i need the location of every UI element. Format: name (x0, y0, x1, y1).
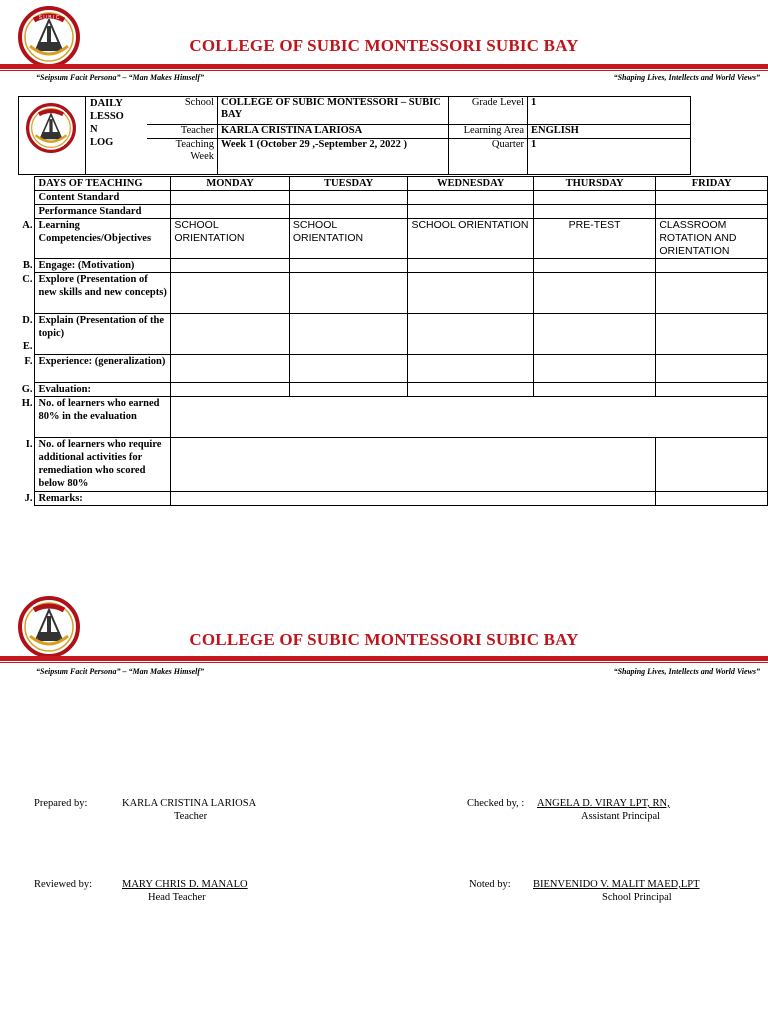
reviewed-by-title: Head Teacher (148, 892, 206, 903)
prepared-by-title: Teacher (174, 811, 208, 822)
grade-value: 1 (528, 97, 691, 125)
row-letter-d: D. (22, 314, 33, 326)
motto-right-page-2: “Shaping Lives, Intellects and World Views” (613, 667, 760, 676)
header-red-bar (0, 64, 768, 69)
day-tuesday: TUESDAY (289, 177, 408, 191)
day-wednesday: WEDNESDAY (408, 177, 533, 191)
row-label-experience: Experience: (generalization) (35, 355, 171, 383)
row-letter-c: C. (22, 273, 33, 285)
cell-thursday-objective: PRE-TEST (533, 219, 655, 259)
quarter-label: Quarter (449, 139, 528, 175)
performance-standard-label: Performance Standard (35, 205, 171, 219)
cell-tuesday-objective: SCHOOL ORIENTATION (289, 219, 408, 259)
teacher-value: KARLA CRISTINA LARIOSA (218, 125, 449, 139)
lesson-info-table (18, 96, 691, 175)
row-letter-h: H. (21, 397, 33, 409)
row-label-learners-80: No. of learners who earned 80% in the evaluation (35, 397, 171, 438)
row-label-explore: Explore (Presentation of new skills and new concepts) (35, 273, 171, 314)
reviewed-by-name: MARY CHRIS D. MANALO (122, 879, 248, 890)
college-title: COLLEGE OF SUBIC MONTESSORI SUBIC BAY (189, 36, 579, 55)
week-label: Teaching Week (147, 139, 218, 175)
motto-left-page-2: “Seipsum Facit Persona” – “Man Makes Himself” (36, 667, 205, 676)
log-title-line-1: DAILY (90, 98, 123, 109)
row-label-remarks: Remarks: (35, 492, 171, 506)
log-title-line-3: N (90, 124, 98, 135)
checked-by-label: Checked by, : (467, 798, 525, 809)
log-title-line-4: LOG (90, 137, 114, 148)
row-letter-a: A. (22, 219, 33, 231)
school-value: COLLEGE OF SUBIC MONTESSORI – SUBIC BAY (218, 97, 449, 125)
noted-by-label: Noted by: (469, 879, 511, 890)
log-title-line-2: LESSO (90, 111, 124, 122)
prepared-by-label: Prepared by: (34, 798, 88, 809)
grade-label: Grade Level (449, 97, 528, 125)
area-label: Learning Area (449, 125, 528, 139)
motto-right: “Shaping Lives, Intellects and World Views” (613, 73, 760, 82)
area-value: ENGLISH (528, 125, 691, 139)
row-letter-i: I. (25, 438, 33, 450)
header-thin-bar-page-2 (0, 662, 768, 663)
cell-monday-objective: SCHOOL ORIENTATION (171, 219, 290, 259)
quarter-value: 1 (528, 139, 691, 175)
day-friday: FRIDAY (656, 177, 768, 191)
row-letter-b: B. (22, 259, 33, 271)
noted-by-title: School Principal (602, 892, 672, 903)
row-letter-f: F. (24, 355, 33, 367)
row-label-learning-competencies: Learning Competencies/Objectives (35, 219, 171, 259)
row-label-evaluation: Evaluation: (35, 383, 171, 397)
row-label-explain: Explain (Presentation of the topic) (35, 314, 171, 355)
college-title-page-2: COLLEGE OF SUBIC MONTESSORI SUBIC BAY (189, 630, 579, 649)
checked-by-title: Assistant Principal (581, 811, 661, 822)
noted-by-name: BIENVENIDO V. MALIT MAED,LPT (533, 879, 700, 890)
cell-friday-objective: CLASSROOM ROTATION AND ORIENTATION (656, 219, 768, 259)
row-letter-e: E. (22, 340, 33, 352)
reviewed-by-label: Reviewed by: (34, 879, 93, 890)
day-monday: MONDAY (171, 177, 290, 191)
motto-left: “Seipsum Facit Persona” – “Man Makes Himself” (36, 73, 205, 82)
content-standard-label: Content Standard (35, 191, 171, 205)
row-label-engage: Engage: (Motivation) (35, 259, 171, 273)
row-letter-j: J. (24, 492, 33, 504)
prepared-by-name: KARLA CRISTINA LARIOSA (122, 798, 257, 809)
day-thursday: THURSDAY (533, 177, 655, 191)
lesson-plan-table (18, 176, 768, 506)
week-value: Week 1 (October 29 ,-September 2, 2022 ) (218, 139, 449, 175)
college-logo-small (23, 103, 79, 153)
row-letter-g: G. (21, 383, 33, 395)
days-of-teaching-header: DAYS OF TEACHING (35, 177, 171, 191)
row-label-remediation: No. of learners who require additional activities for remediation who scored below 80% (35, 438, 171, 492)
cell-wednesday-objective: SCHOOL ORIENTATION (408, 219, 533, 259)
school-label: School (147, 97, 218, 125)
svg-text:S U B I C: S U B I C (38, 15, 60, 21)
header-thin-bar (0, 70, 768, 71)
header-red-bar-page-2 (0, 656, 768, 661)
teacher-label: Teacher (147, 125, 218, 139)
checked-by-name: ANGELA D. VIRAY LPT, RN, (537, 798, 670, 809)
